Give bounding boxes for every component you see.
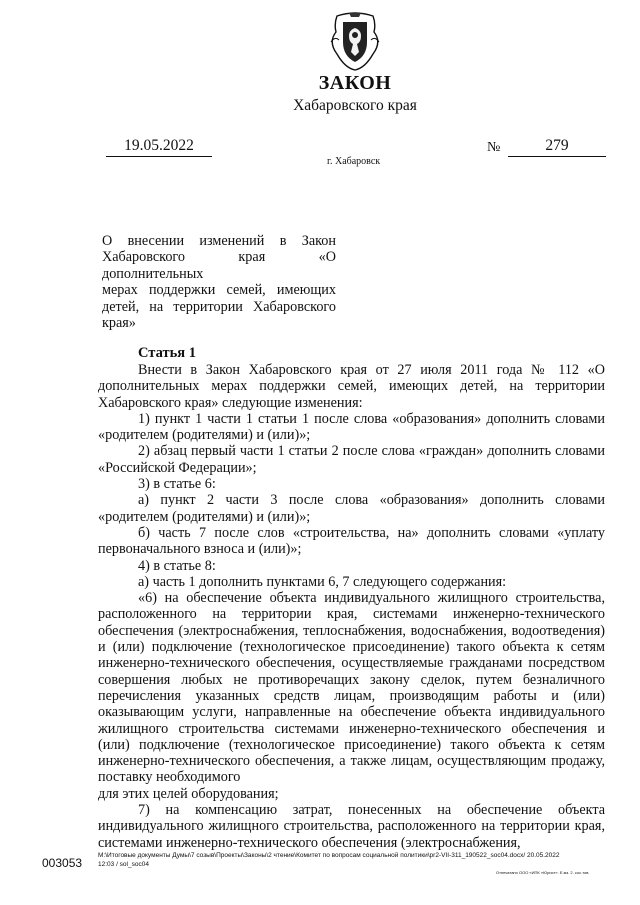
footer-document-id: 003053 — [42, 856, 83, 870]
article-paragraph: Внести в Закон Хабаровского края от 27 июля 2011 года № 112 «О дополнительных мерах поддержки семей, имеющих детей, на территории Хабаровского края» следующие изменения: — [98, 362, 605, 411]
article-paragraph: 7) на компенсацию затрат, понесенных на обеспечение объекта индивидуального жилищного строительства, расположенного на территории края, системами инженерно-технического обеспечения (электроснабжения, — [98, 802, 605, 851]
subject-line: детей, на территории Хабаровского — [102, 298, 336, 315]
coat-of-arms-emblem — [327, 12, 383, 72]
subject-line: края» — [102, 315, 136, 332]
footer-path-line: М:\Итоговые документы Думы\7 созыв\Проекты\Законы\2 чтение\Комитет по вопросам социальной политики\pr2-VII-311_190522_soc04.docx/ 20.05.2022 — [98, 852, 560, 859]
article-paragraph: 1) пункт 1 части 1 статьи 1 после слова «образования» дополнить словами «родителем (родителями) и (или)»; — [98, 410, 605, 444]
article-title: Статья 1 — [138, 345, 196, 361]
article-paragraph: 4) в статье 8: — [138, 557, 216, 574]
article-paragraph: б) часть 7 после слов «строительства, на» дополнить словами «уплату первоначального взноса и (или)»; — [98, 524, 605, 558]
document-subtitle: Хабаровского края — [293, 97, 417, 114]
subject-line: Хабаровского края «О дополнительных — [102, 249, 336, 282]
footer-path-line: 12:03 / sol_soc04 — [98, 860, 149, 868]
document-title: ЗАКОН — [318, 72, 392, 94]
document-number: 279 — [508, 136, 606, 157]
footer-file-path — [98, 852, 618, 869]
footer-print-note: Отпечатано ООО «ИПК «Юрист». Е.мз. 2. сос.тов. — [496, 870, 590, 875]
article-body — [98, 362, 605, 851]
law-subject — [102, 233, 336, 331]
article-paragraph: «6) на обеспечение объекта индивидуального жилищного строительства, расположенного на территории края, системами инженерно-технического обеспечения (электроснабжения, теплоснабжения, водоснабжения, водоотведения) и (или) подключение (технологическое присоединение) такого объекта к сетям инженерно-технического обеспечения, осуществляемые гражданами посредством совершения любых не противоречащих закону сделок, путем безналичного перечисления указанных средств лицам, производящим работы и (или) оказывающим услуги, направленные на обеспечение объекта индивидуального жилищного строительства системами инженерно-технического обеспечения и (или) подключение (технологическое присоединение) такого объекта к сетям инженерно-технического обеспечения, а также лицам, осуществляющим продажу, поставку необходимого — [98, 590, 605, 786]
article-paragraph: а) часть 1 дополнить пунктами 6, 7 следующего содержания: — [138, 573, 507, 590]
article-paragraph: а) пункт 2 части 3 после слова «образования» дополнить словами «родителем (родителями) и (или)»; — [98, 492, 605, 525]
article-paragraph: 3) в статье 6: — [138, 476, 216, 493]
subject-line: мерах поддержки семей, имеющих — [102, 282, 336, 299]
document-date: 19.05.2022 — [106, 136, 212, 157]
number-label: № — [487, 140, 501, 155]
city-name: г. Хабаровск — [327, 156, 381, 167]
article-paragraph: для этих целей оборудования; — [98, 785, 279, 802]
article-paragraph: 2) абзац первый части 1 статьи 2 после слова «граждан» дополнить словами «Российской Федерации»; — [98, 443, 605, 476]
subject-line: О внесении изменений в Закон — [102, 233, 336, 249]
